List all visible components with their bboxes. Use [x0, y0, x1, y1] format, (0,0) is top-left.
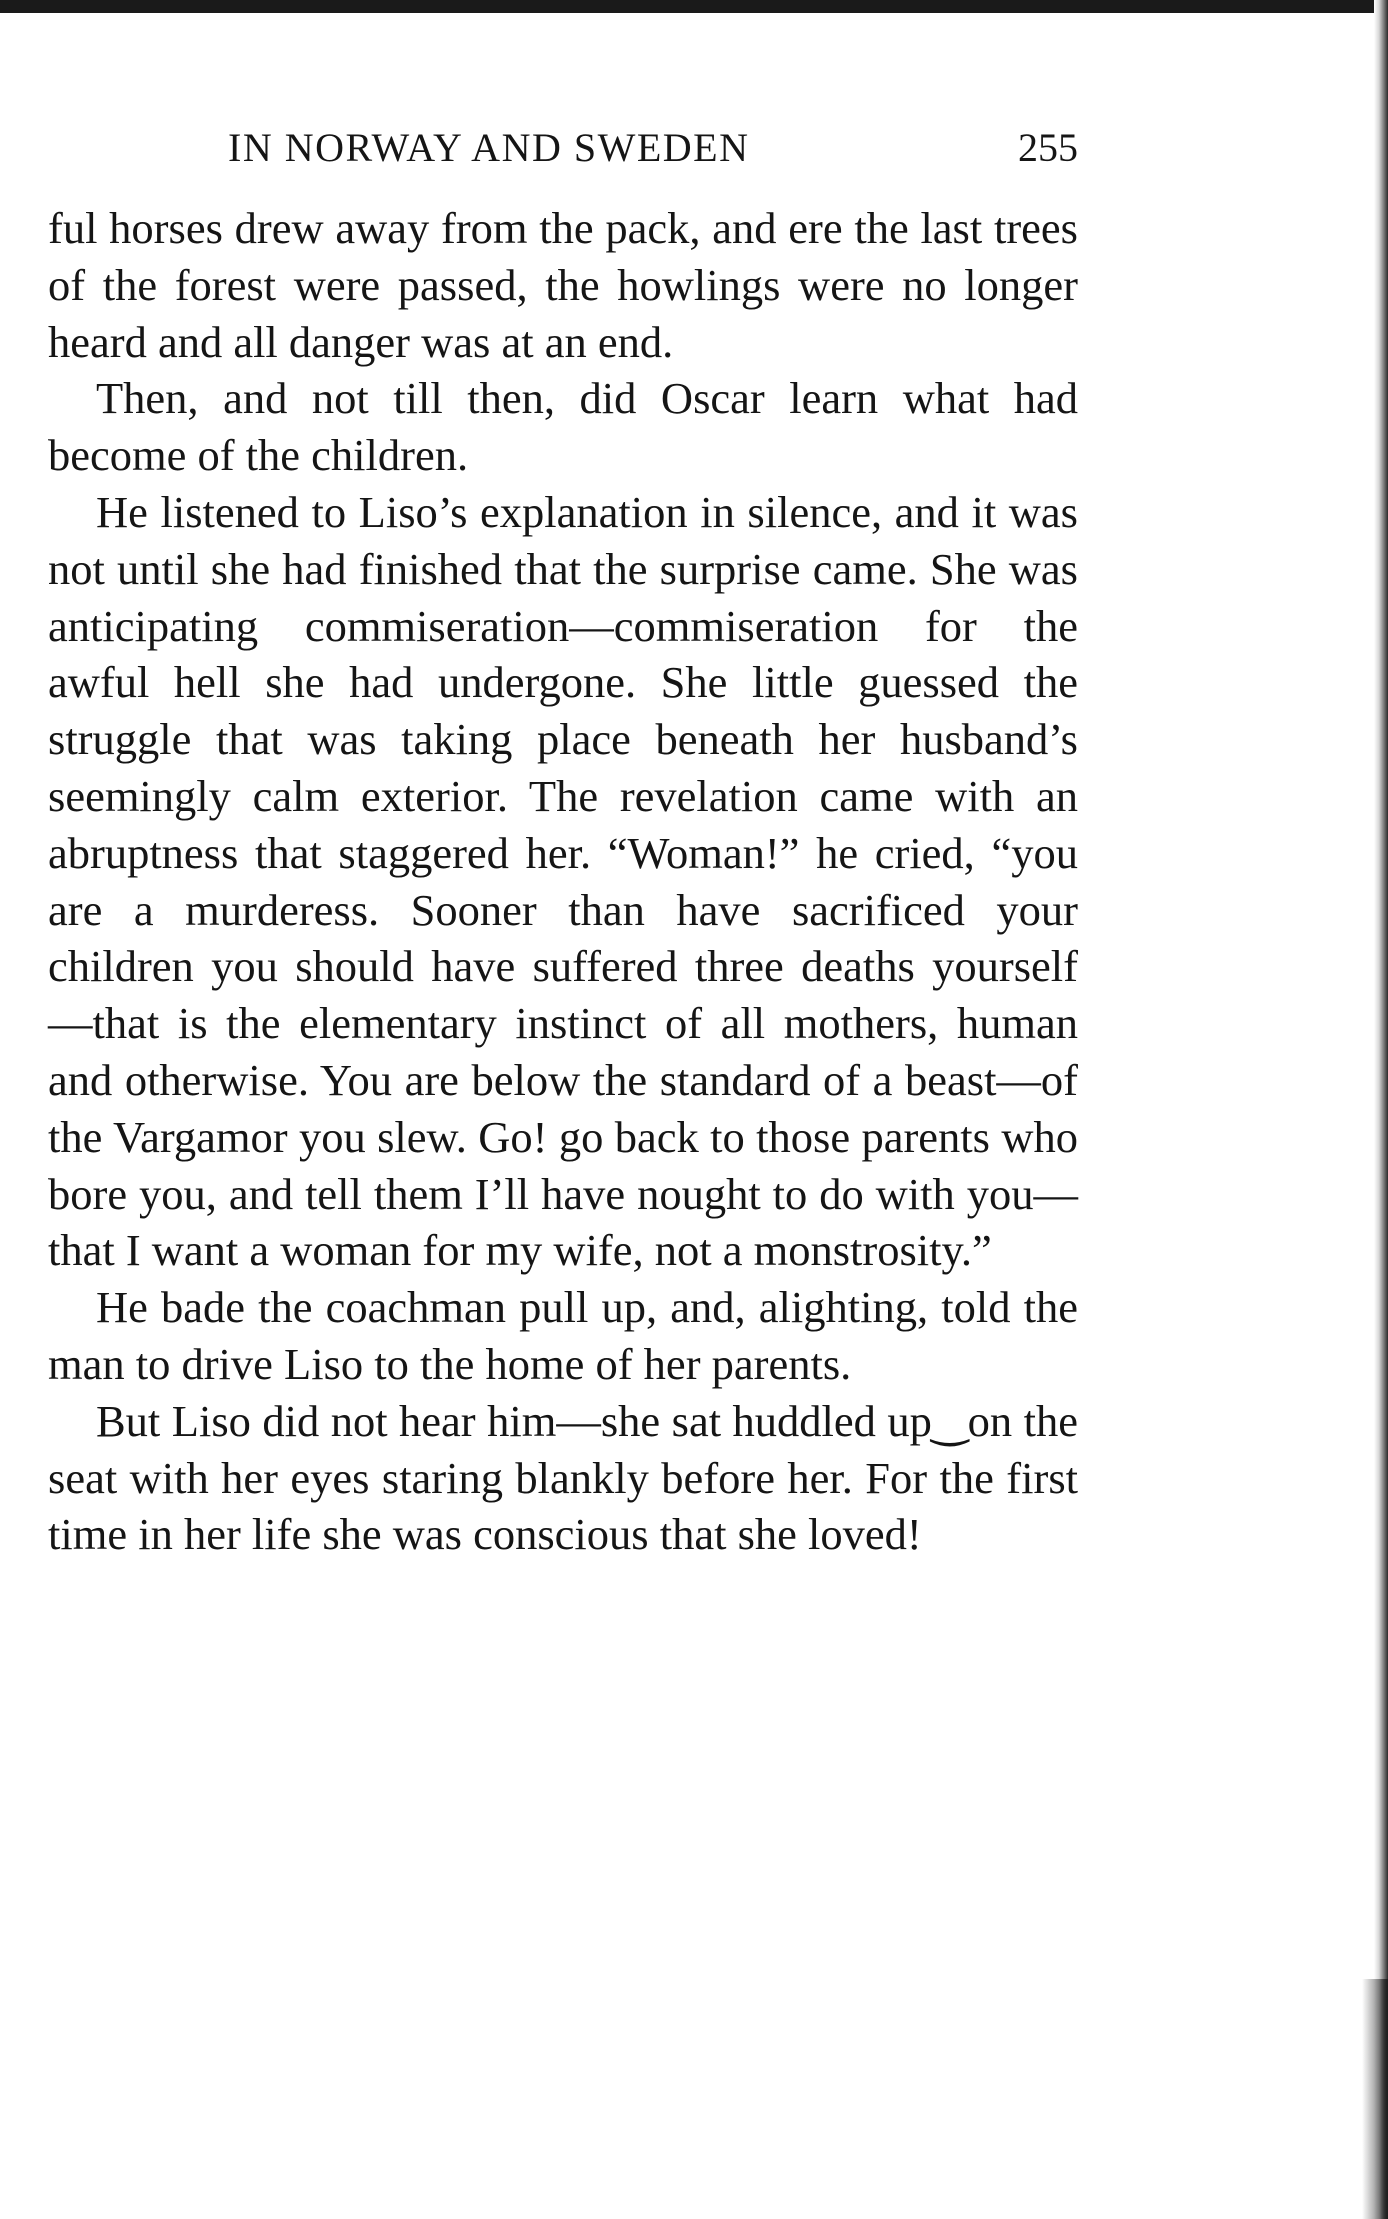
page-number: 255 [1018, 125, 1078, 170]
paragraph: He bade the coachman pull up, and, alighting, told the man to drive Liso to the home of her parents. [48, 1282, 1078, 1389]
running-header [48, 118, 1078, 178]
paragraph: He listened to Liso’s explanation in silence, and it was not until she had finished that the surprise came. She was anticipating commiseration—commiseration for the awful hell she had undergone. She little guessed the struggle that was taking place beneath her husband’s seemingly calm exterior. The revelation came with an abruptness that staggered her. “Woman!” he cried, “you are a murderess. Sooner than have sacrificed your children you should have suffered three deaths yourself—that is the elementary instinct of all mothers, human and otherwise. You are below the standard of a beast—of the Vargamor you slew. Go! go back to those parents who bore you, and tell them I’ll have nought to do with you—that I want a woman for my wife, not a monstrosity.” [48, 486, 1078, 1276]
scan-top-edge [0, 0, 1388, 13]
scan-binding-edge [1374, 0, 1388, 2219]
scan-corner-shadow [1362, 1979, 1388, 2219]
paragraph-continuation: ful horses drew away from the pack, and ere the last trees of the forest were passed, the howlings were no longer heard and all danger was at an end. [48, 203, 1078, 367]
body-text [48, 200, 1078, 1563]
book-page [48, 118, 1078, 1563]
running-title: IN NORWAY AND SWEDEN [228, 125, 750, 170]
paragraph: Then, and not till then, did Oscar learn what had become of the children. [48, 373, 1078, 481]
paragraph: But Liso did not hear him—she sat huddled up‿on the seat with her eyes staring blankly before her. For the first time in her life she was conscious that she loved! [48, 1395, 1078, 1560]
